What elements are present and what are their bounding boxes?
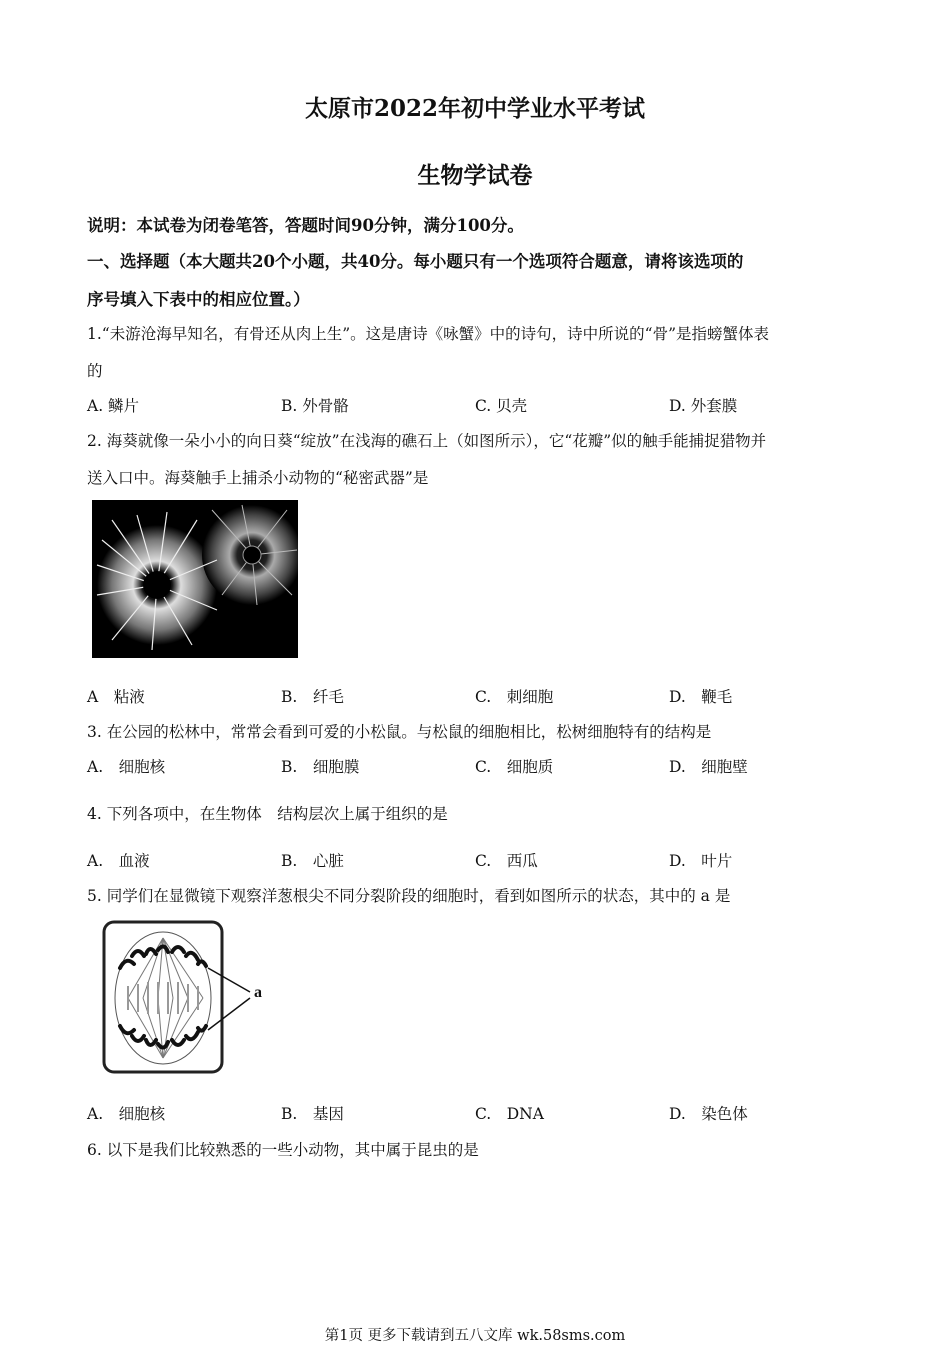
- q2-option-b: B. 纤毛: [281, 688, 344, 706]
- question-2-text: 2. 海葵就像一朵小小的向日葵“绽放”在浅海的礁石上（如图所示），它“花瓣”似的触手能捕捉猎物并: [87, 432, 767, 450]
- sea-anemone-figure: [92, 500, 298, 658]
- instructions: 说明：本试卷为闭卷笔答，答题时间90分钟，满分100分。: [87, 216, 524, 235]
- q5-option-a: A. 细胞核: [87, 1105, 166, 1123]
- question-4-text: 4. 下列各项中，在生物体 结构层次上属于组织的是: [87, 805, 448, 823]
- question-2-text-cont: 送入口中。海葵触手上捕杀小动物的“秘密武器”是: [87, 469, 429, 487]
- page-footer: 第1页 更多下载请到五八文库 wk.58sms.com: [324, 1328, 626, 1344]
- q2-option-c: C. 刺细胞: [475, 688, 554, 706]
- q1-option-a: A. 鳞片: [87, 397, 140, 415]
- q4-option-a: A. 血液: [87, 852, 150, 870]
- q5-option-d: D. 染色体: [669, 1105, 748, 1123]
- section-heading-line2: 序号填入下表中的相应位置。）: [87, 290, 310, 309]
- q4-option-b: B. 心脏: [281, 852, 344, 870]
- q1-option-c: C. 贝壳: [475, 397, 528, 415]
- section-heading-line1: 一、选择题（本大题共20个小题，共40分。每小题只有一个选项符合题意，请将该选项的: [87, 252, 744, 271]
- q3-option-d: D. 细胞壁: [669, 758, 748, 776]
- page-subtitle: 生物学试卷: [417, 162, 533, 189]
- question-1-text: 1.“未游沧海早知名，有骨还从肉上生”。这是唐诗《咏蟹》中的诗句，诗中所说的“骨”是指螃蟹体表: [87, 325, 769, 343]
- question-3-text: 3. 在公园的松林中，常常会看到可爱的小松鼠。与松鼠的细胞相比，松树细胞特有的结构是: [87, 723, 712, 741]
- q2-option-d: D. 鞭毛: [669, 688, 733, 706]
- q3-option-b: B. 细胞膜: [281, 758, 360, 776]
- question-6-text: 6. 以下是我们比较熟悉的一些小动物，其中属于昆虫的是: [87, 1141, 479, 1159]
- q3-option-c: C. 细胞质: [475, 758, 554, 776]
- cell-division-figure: [98, 918, 278, 1080]
- q4-option-d: D. 叶片: [669, 852, 733, 870]
- question-5-text: 5. 同学们在显微镜下观察洋葱根尖不同分裂阶段的细胞时，看到如图所示的状态，其中的 a 是: [87, 887, 731, 905]
- q4-option-c: C. 西瓜: [475, 852, 538, 870]
- q1-option-d: D. 外套膜: [669, 397, 738, 415]
- page-title: 太原市2022年初中学业水平考试: [304, 95, 645, 122]
- q3-option-a: A. 细胞核: [87, 758, 166, 776]
- question-1-text-cont: 的: [87, 362, 103, 380]
- q5-option-b: B. 基因: [281, 1105, 344, 1123]
- q2-option-a: A 粘液: [87, 688, 145, 706]
- figure-label-a: a: [254, 984, 262, 1001]
- q1-option-b: B. 外骨骼: [281, 397, 349, 415]
- q5-option-c: C. DNA: [475, 1105, 544, 1123]
